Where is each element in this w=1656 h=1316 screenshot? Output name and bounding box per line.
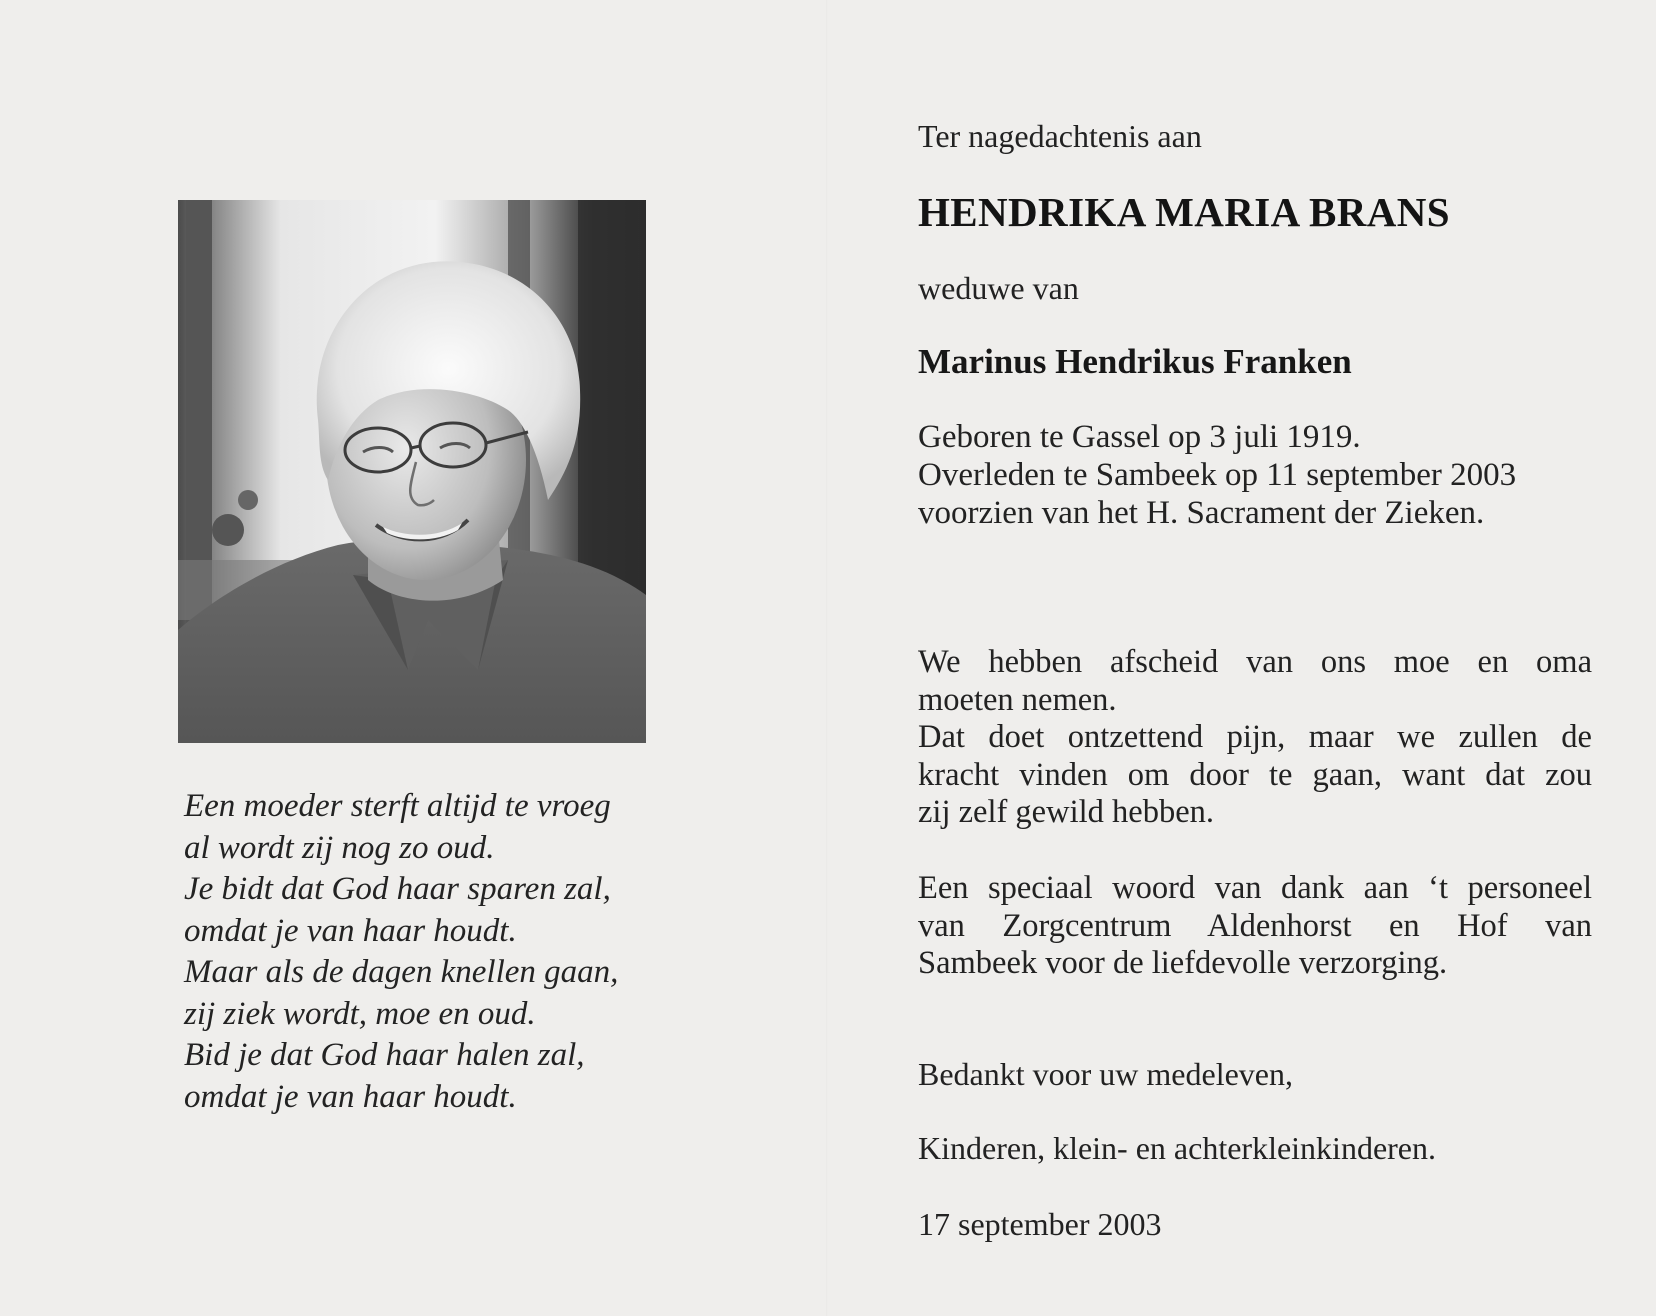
portrait-illustration — [178, 200, 646, 743]
poem-line: al wordt zij nog zo oud. — [184, 829, 495, 866]
paragraph-line: van Zorgcentrum Aldenhorst en Hof van — [918, 907, 1592, 944]
paragraph-line: moeten nemen. — [918, 681, 1117, 718]
sacrament-line: voorzien van het H. Sacrament der Zieken. — [918, 495, 1485, 531]
birth-line: Geboren te Gassel op 3 juli 1919. — [918, 419, 1361, 455]
paragraph-line: kracht vinden om door te gaan, want dat zou — [918, 756, 1592, 793]
poem-line: Maar als de dagen knellen gaan, — [184, 954, 619, 990]
farewell-paragraph — [918, 644, 1592, 832]
paragraph-line: Een speciaal woord van dank aan ‘t personeel — [918, 870, 1592, 906]
portrait-photo — [178, 200, 646, 743]
poem-line: omdat je van haar houdt. — [184, 912, 517, 949]
death-line: Overleden te Sambeek op 11 september 2003 — [918, 457, 1517, 493]
paragraph-line: We hebben afscheid van ons moe en oma — [918, 644, 1592, 680]
poem — [184, 786, 664, 1118]
card-date: 17 september 2003 — [918, 1206, 1162, 1242]
paragraph-line: Sambeek voor de liefdevolle verzorging. — [918, 945, 1448, 981]
intro-text: Ter nagedachtenis aan — [918, 118, 1202, 154]
poem-line: Bid je dat God haar halen zal, — [184, 1037, 585, 1073]
paragraph-line: zij zelf gewild hebben. — [918, 794, 1214, 830]
family-signature: Kinderen, klein- en achterkleinkinderen. — [918, 1130, 1436, 1166]
thanks-text: Bedankt voor uw medeleven, — [918, 1056, 1293, 1092]
widow-of-text: weduwe van — [918, 270, 1079, 306]
poem-line: zij ziek wordt, moe en oud. — [184, 995, 536, 1032]
spouse-name: Marinus Hendrikus Franken — [918, 342, 1352, 381]
life-dates — [918, 418, 1516, 532]
paragraph-line: Dat doet ontzettend pijn, maar we zullen de — [918, 719, 1592, 755]
gratitude-paragraph — [918, 870, 1592, 983]
poem-line: Je bidt dat God haar sparen zal, — [184, 871, 611, 907]
poem-line: omdat je van haar houdt. — [184, 1078, 517, 1115]
deceased-name: HENDRIKA MARIA BRANS — [918, 189, 1450, 235]
card-fold — [826, 0, 828, 1316]
poem-line: Een moeder sterft altijd te vroeg — [184, 788, 611, 824]
